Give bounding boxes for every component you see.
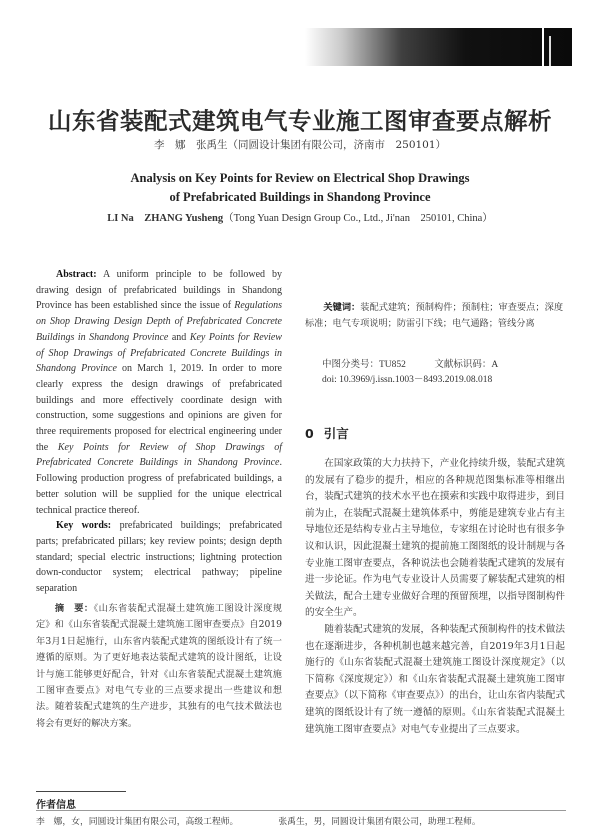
section-title: 引言 bbox=[323, 426, 349, 441]
keywords-cn bbox=[305, 300, 563, 333]
abstract-en-text: on March 1, 2019. In order to more clearly express the design drawings of prefabricated buildings and more effectively coordinate design with construction, some suggestions and opinions are given for three requirements proposed for electrical engineering under the bbox=[36, 363, 282, 453]
document-code: 文献标识码：A bbox=[434, 360, 499, 370]
footer-rule bbox=[36, 810, 566, 811]
author2-info: 张禹生，男，同圆设计集团有限公司，助理工程师。 bbox=[278, 817, 481, 827]
intro-paragraph: 随着装配式建筑的发展，各种装配式预制构件的技术做法也在逐渐进步，各种机制也越来越完善，自2019年3月1日起施行的《山东省装配式混凝土建筑施工图设计深度规定》（以下简称《深度规定》）和《山东省装配式混凝土建筑施工图审查要点》（以下简称《审查要点》）的出台，让山东省内装配式建筑的图纸设计有了统一遵循的原则。《山东省装配式混凝土建筑施工图审查要点》对电气专业提出了三点要求。 bbox=[305, 623, 565, 735]
section-heading bbox=[305, 424, 359, 442]
review-points-title: Key Points for Review of Shop Drawings of Prefabricated Concrete Buildings in Shandong Province bbox=[36, 331, 282, 375]
review-points-title: Key Points for Review of Shop Drawings of Prefabricated Concrete Buildings in Shandong Province bbox=[36, 441, 282, 469]
abstract-en-label: Abstract: bbox=[56, 269, 97, 280]
footer-divider bbox=[36, 791, 126, 792]
author1-info: 李 娜，女，同圆设计集团有限公司，高级工程师。 bbox=[36, 817, 239, 827]
banner-stripe bbox=[542, 28, 544, 66]
keywords-en-label: Key words: bbox=[56, 520, 112, 532]
abstract-en-column bbox=[36, 267, 282, 597]
author-names-en: LI Na ZHANG Yusheng bbox=[107, 213, 224, 224]
doi: doi: 10.3969/j.issn.1003－8493.2019.08.018 bbox=[322, 375, 493, 385]
keywords-cn-text: 装配式建筑；预制构件；预制柱；审查要点；深度标准；电气专项说明；防雷引下线；电气通路；管线分离 bbox=[305, 302, 564, 330]
abstract-en-text: and bbox=[168, 331, 190, 343]
abstract-en-text: . Following production progress of prefabricated buildings, a better solution will be supplied for the unique electrical technical practice thereof. bbox=[36, 457, 282, 516]
intro-paragraph: 在国家政策的大力扶持下，产业化持续升级，装配式建筑的发展有了稳步的提升，相应的各种规范图集标准等相继出台，装配式建筑的技术水平也在摸索和实践中取得进步，到目前为止，在装配式混凝土建筑体系中，剪能是建筑专业占有主导地位还是结构专业占主导地位，专家组在讨论时也有很多争议和认识，因此混凝土建筑的提前施工图图纸的设计制规与各专业施工图审查要点，各种说法也会随着装配式建筑的发展有进一步论证。作为电气专业设计人员需要了解装配式建筑的相关做法，配合土建专业做好合理的预留预埋，以指导图制构件的安全生产。 bbox=[305, 458, 565, 619]
clc-number: 中图分类号：TU852 bbox=[322, 360, 406, 370]
paper-title-en bbox=[0, 169, 600, 207]
abstract-en bbox=[36, 267, 282, 518]
title-en-line2: of Prefabricated Buildings in Shandong Province bbox=[169, 190, 431, 204]
abstract-en-text: A uniform principle to be followed by drawing design of prefabricated buildings in Shandong Province has been established since the issue of bbox=[36, 269, 282, 312]
header-banner-graphic bbox=[305, 28, 572, 66]
section-number: 0 bbox=[305, 426, 314, 441]
author-affiliation-en: （Tong Yuan Design Group Co., Ltd., Ji'nan 250101, China） bbox=[223, 213, 493, 224]
classification-row bbox=[322, 358, 567, 373]
banner-stripe bbox=[549, 36, 551, 66]
classification-info bbox=[322, 358, 567, 388]
abstract-cn bbox=[36, 601, 282, 732]
intro-body bbox=[305, 456, 565, 738]
author-info-heading: 作者信息 bbox=[36, 800, 76, 811]
paper-title-cn: 山东省装配式建筑电气专业施工图审查要点解析 bbox=[48, 107, 552, 135]
regulation-title: Regulations on Shop Drawing Design Depth of Prefabricated Concrete Buildings in Shandong Province bbox=[36, 300, 282, 343]
keywords-en bbox=[36, 518, 282, 597]
abstract-cn-label: 摘 要： bbox=[54, 603, 94, 614]
author-info bbox=[36, 814, 576, 827]
keywords-en-text: prefabricated buildings; prefabricated parts; prefabricated pillars; key review points; design depth standard; special electric instructions; lightning protection down-conductor system; electrical pathway; pipeline separation bbox=[36, 520, 282, 595]
title-en-line1: Analysis on Key Points for Review on Electrical Shop Drawings bbox=[130, 171, 470, 185]
abstract-cn-text: 《山东省装配式混凝土建筑施工图设计深度规定》和《山东省装配式混凝土建筑施工图审查要点》自2019年3月1日起施行，山东省内装配式建筑的图纸设计有了统一遵循的原则。为了更好地表达装配式建筑的设计图纸，让设计与施工能够更好配合，针对《山东省装配式混凝土建筑施工图审查要点》对电气专业的三点要求提出一些建议和想法。随着装配式建筑的生产进步，其独有的电气技术做法也将会有更好的解决方案。 bbox=[36, 603, 283, 729]
keywords-cn-label: 关键词： bbox=[323, 302, 361, 313]
authors-cn: 李 娜 张禹生（同圆设计集团有限公司，济南市 250101） bbox=[153, 139, 447, 151]
authors-en bbox=[0, 210, 600, 225]
